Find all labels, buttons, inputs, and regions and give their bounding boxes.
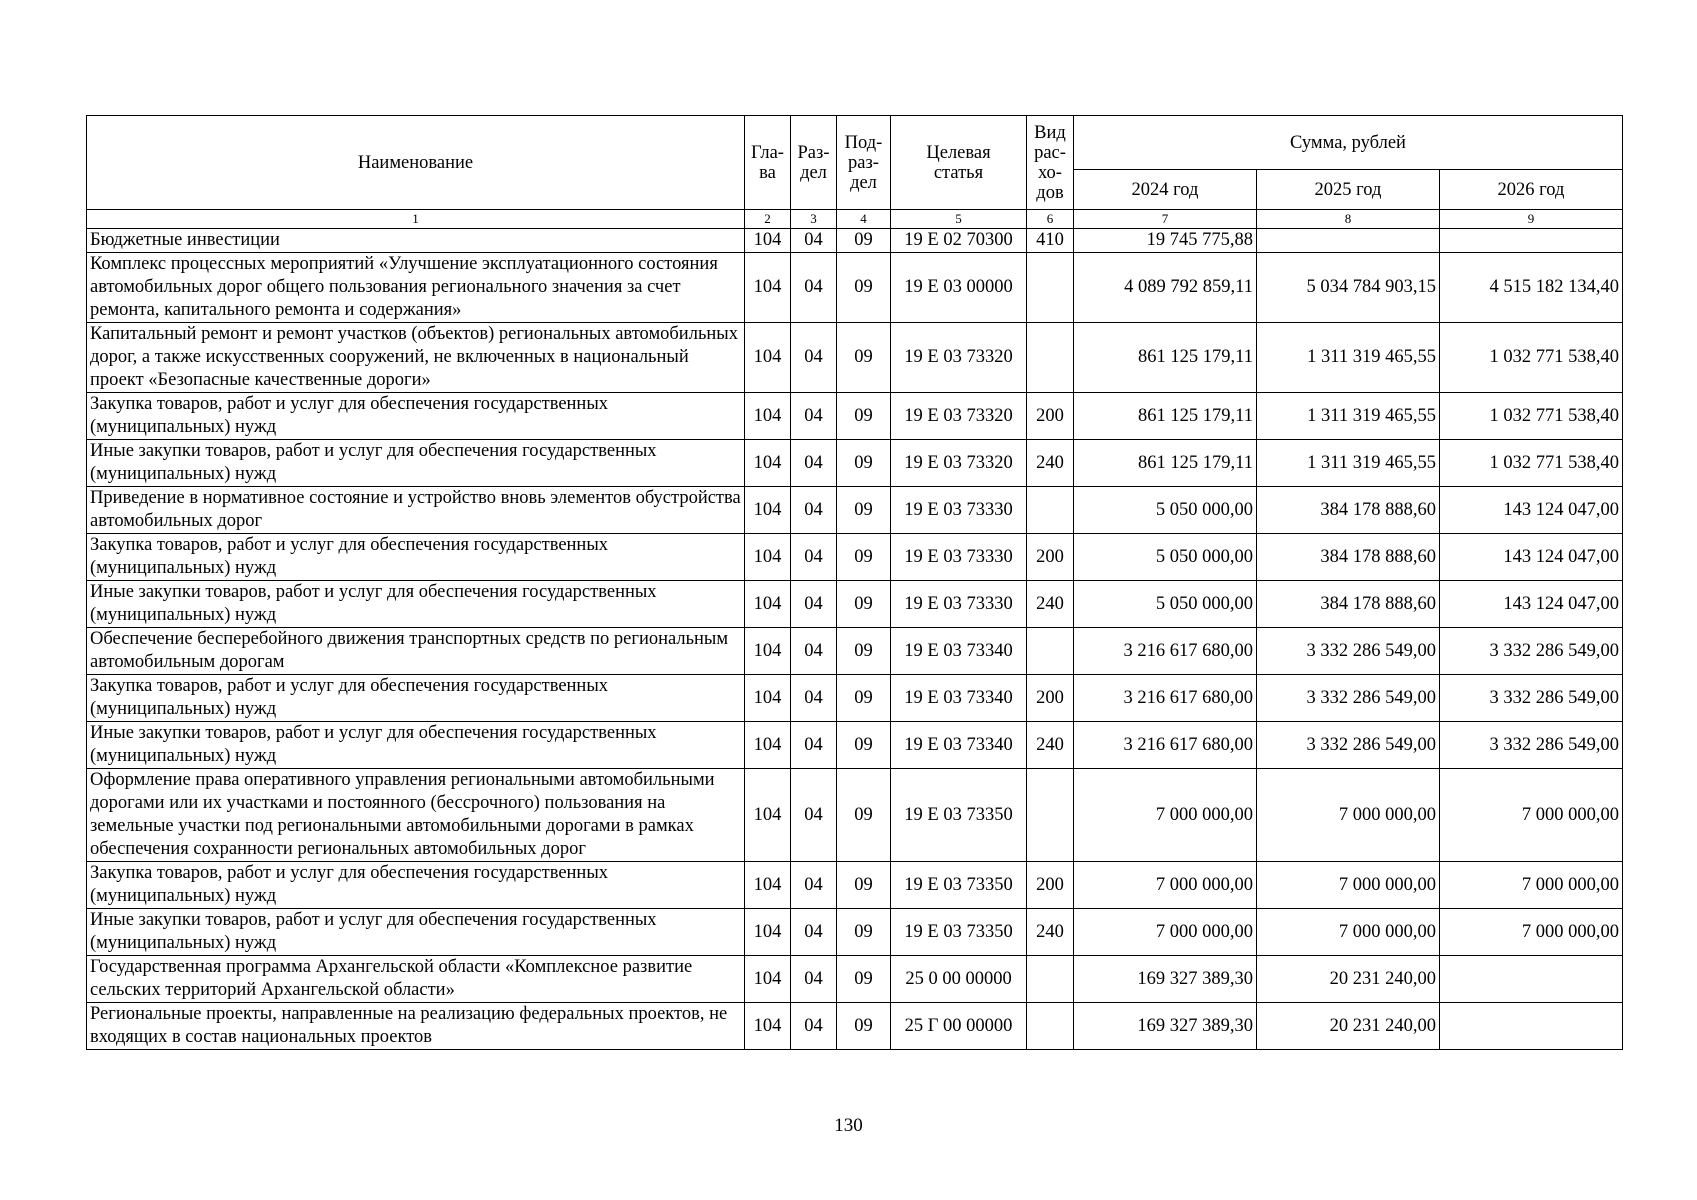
row-amount-2024: 169 327 389,30 (1074, 956, 1257, 1003)
table-row (87, 534, 1623, 581)
row-vid-rashodov (1027, 487, 1074, 534)
header-razdel: Раз- дел (791, 116, 837, 210)
row-glava: 104 (745, 323, 791, 393)
budget-table (86, 115, 1623, 1050)
row-podrazdel: 09 (837, 487, 891, 534)
row-razdel: 04 (791, 323, 837, 393)
row-vid-rashodov: 200 (1027, 393, 1074, 440)
row-amount-2026: 7 000 000,00 (1440, 909, 1623, 956)
row-podrazdel: 09 (837, 675, 891, 722)
row-glava: 104 (745, 769, 791, 862)
page-number: 130 (834, 1115, 863, 1136)
row-glava: 104 (745, 722, 791, 769)
row-razdel: 04 (791, 1003, 837, 1050)
row-amount-2026: 143 124 047,00 (1440, 581, 1623, 628)
column-number: 7 (1074, 210, 1257, 229)
row-amount-2024: 861 125 179,11 (1074, 323, 1257, 393)
row-amount-2025: 3 332 286 549,00 (1257, 675, 1440, 722)
row-amount-2025: 5 034 784 903,15 (1257, 253, 1440, 323)
table-row (87, 909, 1623, 956)
table-body (87, 229, 1623, 1050)
row-amount-2024: 7 000 000,00 (1074, 862, 1257, 909)
row-amount-2026 (1440, 956, 1623, 1003)
row-amount-2025: 3 332 286 549,00 (1257, 722, 1440, 769)
row-amount-2025: 7 000 000,00 (1257, 862, 1440, 909)
row-amount-2024: 7 000 000,00 (1074, 909, 1257, 956)
row-celevaya-statya: 19 Е 03 73340 (891, 628, 1027, 675)
row-amount-2025: 3 332 286 549,00 (1257, 628, 1440, 675)
row-amount-2025: 384 178 888,60 (1257, 581, 1440, 628)
row-glava: 104 (745, 487, 791, 534)
table-row (87, 487, 1623, 534)
row-podrazdel: 09 (837, 769, 891, 862)
row-amount-2024: 5 050 000,00 (1074, 581, 1257, 628)
row-vid-rashodov: 240 (1027, 581, 1074, 628)
table-row (87, 956, 1623, 1003)
row-amount-2024: 19 745 775,88 (1074, 229, 1257, 253)
row-celevaya-statya: 19 Е 03 73330 (891, 534, 1027, 581)
header-vid-rashodov: Вид рас- хо- дов (1027, 116, 1074, 210)
row-podrazdel: 09 (837, 253, 891, 323)
row-razdel: 04 (791, 862, 837, 909)
row-podrazdel: 09 (837, 1003, 891, 1050)
row-razdel: 04 (791, 722, 837, 769)
row-podrazdel: 09 (837, 909, 891, 956)
row-amount-2026 (1440, 229, 1623, 253)
row-razdel: 04 (791, 487, 837, 534)
row-razdel: 04 (791, 534, 837, 581)
row-amount-2025: 20 231 240,00 (1257, 956, 1440, 1003)
row-name: Иные закупки товаров, работ и услуг для обеспечения государственных (муниципальных) нужд (87, 581, 745, 628)
row-amount-2026: 3 332 286 549,00 (1440, 628, 1623, 675)
header-year-2024: 2024 год (1074, 170, 1257, 210)
row-amount-2024: 5 050 000,00 (1074, 487, 1257, 534)
table-row (87, 581, 1623, 628)
row-razdel: 04 (791, 675, 837, 722)
row-glava: 104 (745, 956, 791, 1003)
row-razdel: 04 (791, 393, 837, 440)
header-summa: Сумма, рублей (1074, 116, 1623, 170)
table-row (87, 722, 1623, 769)
row-vid-rashodov (1027, 253, 1074, 323)
row-celevaya-statya: 19 Е 03 73320 (891, 393, 1027, 440)
row-amount-2024: 7 000 000,00 (1074, 769, 1257, 862)
row-name: Бюджетные инвестиции (87, 229, 745, 253)
row-amount-2026: 4 515 182 134,40 (1440, 253, 1623, 323)
row-amount-2026: 3 332 286 549,00 (1440, 675, 1623, 722)
row-podrazdel: 09 (837, 229, 891, 253)
row-celevaya-statya: 19 Е 03 73320 (891, 323, 1027, 393)
row-razdel: 04 (791, 769, 837, 862)
column-number: 1 (87, 210, 745, 229)
table-row (87, 1003, 1623, 1050)
row-name: Закупка товаров, работ и услуг для обеспечения государственных (муниципальных) нужд (87, 393, 745, 440)
row-razdel: 04 (791, 628, 837, 675)
row-vid-rashodov: 240 (1027, 909, 1074, 956)
row-podrazdel: 09 (837, 722, 891, 769)
row-vid-rashodov: 200 (1027, 675, 1074, 722)
column-number: 4 (837, 210, 891, 229)
row-glava: 104 (745, 862, 791, 909)
row-celevaya-statya: 19 Е 03 73330 (891, 581, 1027, 628)
row-celevaya-statya: 19 Е 03 73330 (891, 487, 1027, 534)
row-name: Закупка товаров, работ и услуг для обеспечения государственных (муниципальных) нужд (87, 675, 745, 722)
row-glava: 104 (745, 628, 791, 675)
row-podrazdel: 09 (837, 323, 891, 393)
row-amount-2025: 1 311 319 465,55 (1257, 393, 1440, 440)
row-vid-rashodov: 410 (1027, 229, 1074, 253)
row-amount-2025: 20 231 240,00 (1257, 1003, 1440, 1050)
row-glava: 104 (745, 534, 791, 581)
row-vid-rashodov: 200 (1027, 534, 1074, 581)
column-number: 5 (891, 210, 1027, 229)
row-vid-rashodov: 200 (1027, 862, 1074, 909)
row-name: Закупка товаров, работ и услуг для обеспечения государственных (муниципальных) нужд (87, 534, 745, 581)
row-amount-2025: 1 311 319 465,55 (1257, 323, 1440, 393)
row-vid-rashodov (1027, 628, 1074, 675)
row-amount-2024: 3 216 617 680,00 (1074, 722, 1257, 769)
header-celevaya-statya: Целевая статья (891, 116, 1027, 210)
row-podrazdel: 09 (837, 534, 891, 581)
row-celevaya-statya: 25 Г 00 00000 (891, 1003, 1027, 1050)
row-amount-2024: 3 216 617 680,00 (1074, 628, 1257, 675)
row-glava: 104 (745, 440, 791, 487)
row-celevaya-statya: 19 Е 03 73350 (891, 862, 1027, 909)
row-vid-rashodov: 240 (1027, 440, 1074, 487)
row-amount-2024: 861 125 179,11 (1074, 440, 1257, 487)
row-podrazdel: 09 (837, 440, 891, 487)
row-name: Иные закупки товаров, работ и услуг для обеспечения государственных (муниципальных) нужд (87, 440, 745, 487)
row-glava: 104 (745, 909, 791, 956)
row-razdel: 04 (791, 956, 837, 1003)
row-amount-2026: 1 032 771 538,40 (1440, 440, 1623, 487)
table-row (87, 769, 1623, 862)
row-name: Государственная программа Архангельской области «Комплексное развитие сельских территорий Архангельской области» (87, 956, 745, 1003)
table-row (87, 229, 1623, 253)
table-row (87, 323, 1623, 393)
header-podrazdel: Под- раз- дел (837, 116, 891, 210)
row-glava: 104 (745, 581, 791, 628)
row-name: Оформление права оперативного управления региональными автомобильными дорогами или их участками и постоянного (бессрочного) пользования на земельные участки под региональными автомобильными дорогами в рамках обеспечения сохранности региональных автомобильных дорог (87, 769, 745, 862)
row-celevaya-statya: 19 Е 03 73350 (891, 769, 1027, 862)
row-podrazdel: 09 (837, 393, 891, 440)
column-numbers-row (87, 210, 1623, 229)
column-number: 6 (1027, 210, 1074, 229)
row-amount-2026: 3 332 286 549,00 (1440, 722, 1623, 769)
row-razdel: 04 (791, 581, 837, 628)
row-vid-rashodov (1027, 323, 1074, 393)
header-glava: Гла- ва (745, 116, 791, 210)
row-amount-2026 (1440, 1003, 1623, 1050)
row-podrazdel: 09 (837, 862, 891, 909)
row-celevaya-statya: 19 Е 03 00000 (891, 253, 1027, 323)
row-podrazdel: 09 (837, 956, 891, 1003)
row-glava: 104 (745, 253, 791, 323)
row-amount-2026: 143 124 047,00 (1440, 487, 1623, 534)
column-number: 3 (791, 210, 837, 229)
row-name: Приведение в нормативное состояние и устройство вновь элементов обустройства автомобильных дорог (87, 487, 745, 534)
row-celevaya-statya: 19 Е 02 70300 (891, 229, 1027, 253)
row-amount-2024: 3 216 617 680,00 (1074, 675, 1257, 722)
row-name: Закупка товаров, работ и услуг для обеспечения государственных (муниципальных) нужд (87, 862, 745, 909)
row-amount-2024: 169 327 389,30 (1074, 1003, 1257, 1050)
row-amount-2025: 384 178 888,60 (1257, 487, 1440, 534)
row-amount-2026: 1 032 771 538,40 (1440, 393, 1623, 440)
row-podrazdel: 09 (837, 581, 891, 628)
table-row (87, 628, 1623, 675)
table-row (87, 862, 1623, 909)
row-glava: 104 (745, 675, 791, 722)
table-row (87, 440, 1623, 487)
row-amount-2025: 7 000 000,00 (1257, 769, 1440, 862)
column-number: 2 (745, 210, 791, 229)
row-name: Иные закупки товаров, работ и услуг для обеспечения государственных (муниципальных) нужд (87, 722, 745, 769)
row-razdel: 04 (791, 253, 837, 323)
row-glava: 104 (745, 1003, 791, 1050)
row-amount-2026: 143 124 047,00 (1440, 534, 1623, 581)
row-celevaya-statya: 19 Е 03 73340 (891, 722, 1027, 769)
row-amount-2024: 4 089 792 859,11 (1074, 253, 1257, 323)
row-celevaya-statya: 19 Е 03 73350 (891, 909, 1027, 956)
row-name: Капитальный ремонт и ремонт участков (объектов) региональных автомобильных дорог, а также искусственных сооружений, не включенных в национальный проект «Безопасные качественные дороги» (87, 323, 745, 393)
row-name: Региональные проекты, направленные на реализацию федеральных проектов, не входящих в состав национальных проектов (87, 1003, 745, 1050)
header-name: Наименование (87, 116, 745, 210)
row-podrazdel: 09 (837, 628, 891, 675)
header-year-2025: 2025 год (1257, 170, 1440, 210)
row-name: Комплекс процессных мероприятий «Улучшение эксплуатационного состояния автомобильных дорог общего пользования регионального значения за счет ремонта, капитального ремонта и содержания» (87, 253, 745, 323)
column-number: 8 (1257, 210, 1440, 229)
row-amount-2024: 861 125 179,11 (1074, 393, 1257, 440)
row-amount-2025 (1257, 229, 1440, 253)
row-vid-rashodov (1027, 1003, 1074, 1050)
row-amount-2025: 7 000 000,00 (1257, 909, 1440, 956)
header-year-2026: 2026 год (1440, 170, 1623, 210)
row-amount-2024: 5 050 000,00 (1074, 534, 1257, 581)
row-name: Обеспечение бесперебойного движения транспортных средств по региональным автомобильным дорогам (87, 628, 745, 675)
row-celevaya-statya: 25 0 00 00000 (891, 956, 1027, 1003)
row-vid-rashodov: 240 (1027, 722, 1074, 769)
row-vid-rashodov (1027, 769, 1074, 862)
row-razdel: 04 (791, 909, 837, 956)
row-celevaya-statya: 19 Е 03 73340 (891, 675, 1027, 722)
row-razdel: 04 (791, 440, 837, 487)
row-razdel: 04 (791, 229, 837, 253)
row-name: Иные закупки товаров, работ и услуг для обеспечения государственных (муниципальных) нужд (87, 909, 745, 956)
row-vid-rashodov (1027, 956, 1074, 1003)
table-row (87, 675, 1623, 722)
column-number: 9 (1440, 210, 1623, 229)
table-row (87, 393, 1623, 440)
row-amount-2026: 7 000 000,00 (1440, 769, 1623, 862)
row-celevaya-statya: 19 Е 03 73320 (891, 440, 1027, 487)
row-amount-2025: 1 311 319 465,55 (1257, 440, 1440, 487)
table-row (87, 253, 1623, 323)
row-glava: 104 (745, 393, 791, 440)
row-amount-2026: 1 032 771 538,40 (1440, 323, 1623, 393)
row-amount-2026: 7 000 000,00 (1440, 862, 1623, 909)
row-glava: 104 (745, 229, 791, 253)
row-amount-2025: 384 178 888,60 (1257, 534, 1440, 581)
